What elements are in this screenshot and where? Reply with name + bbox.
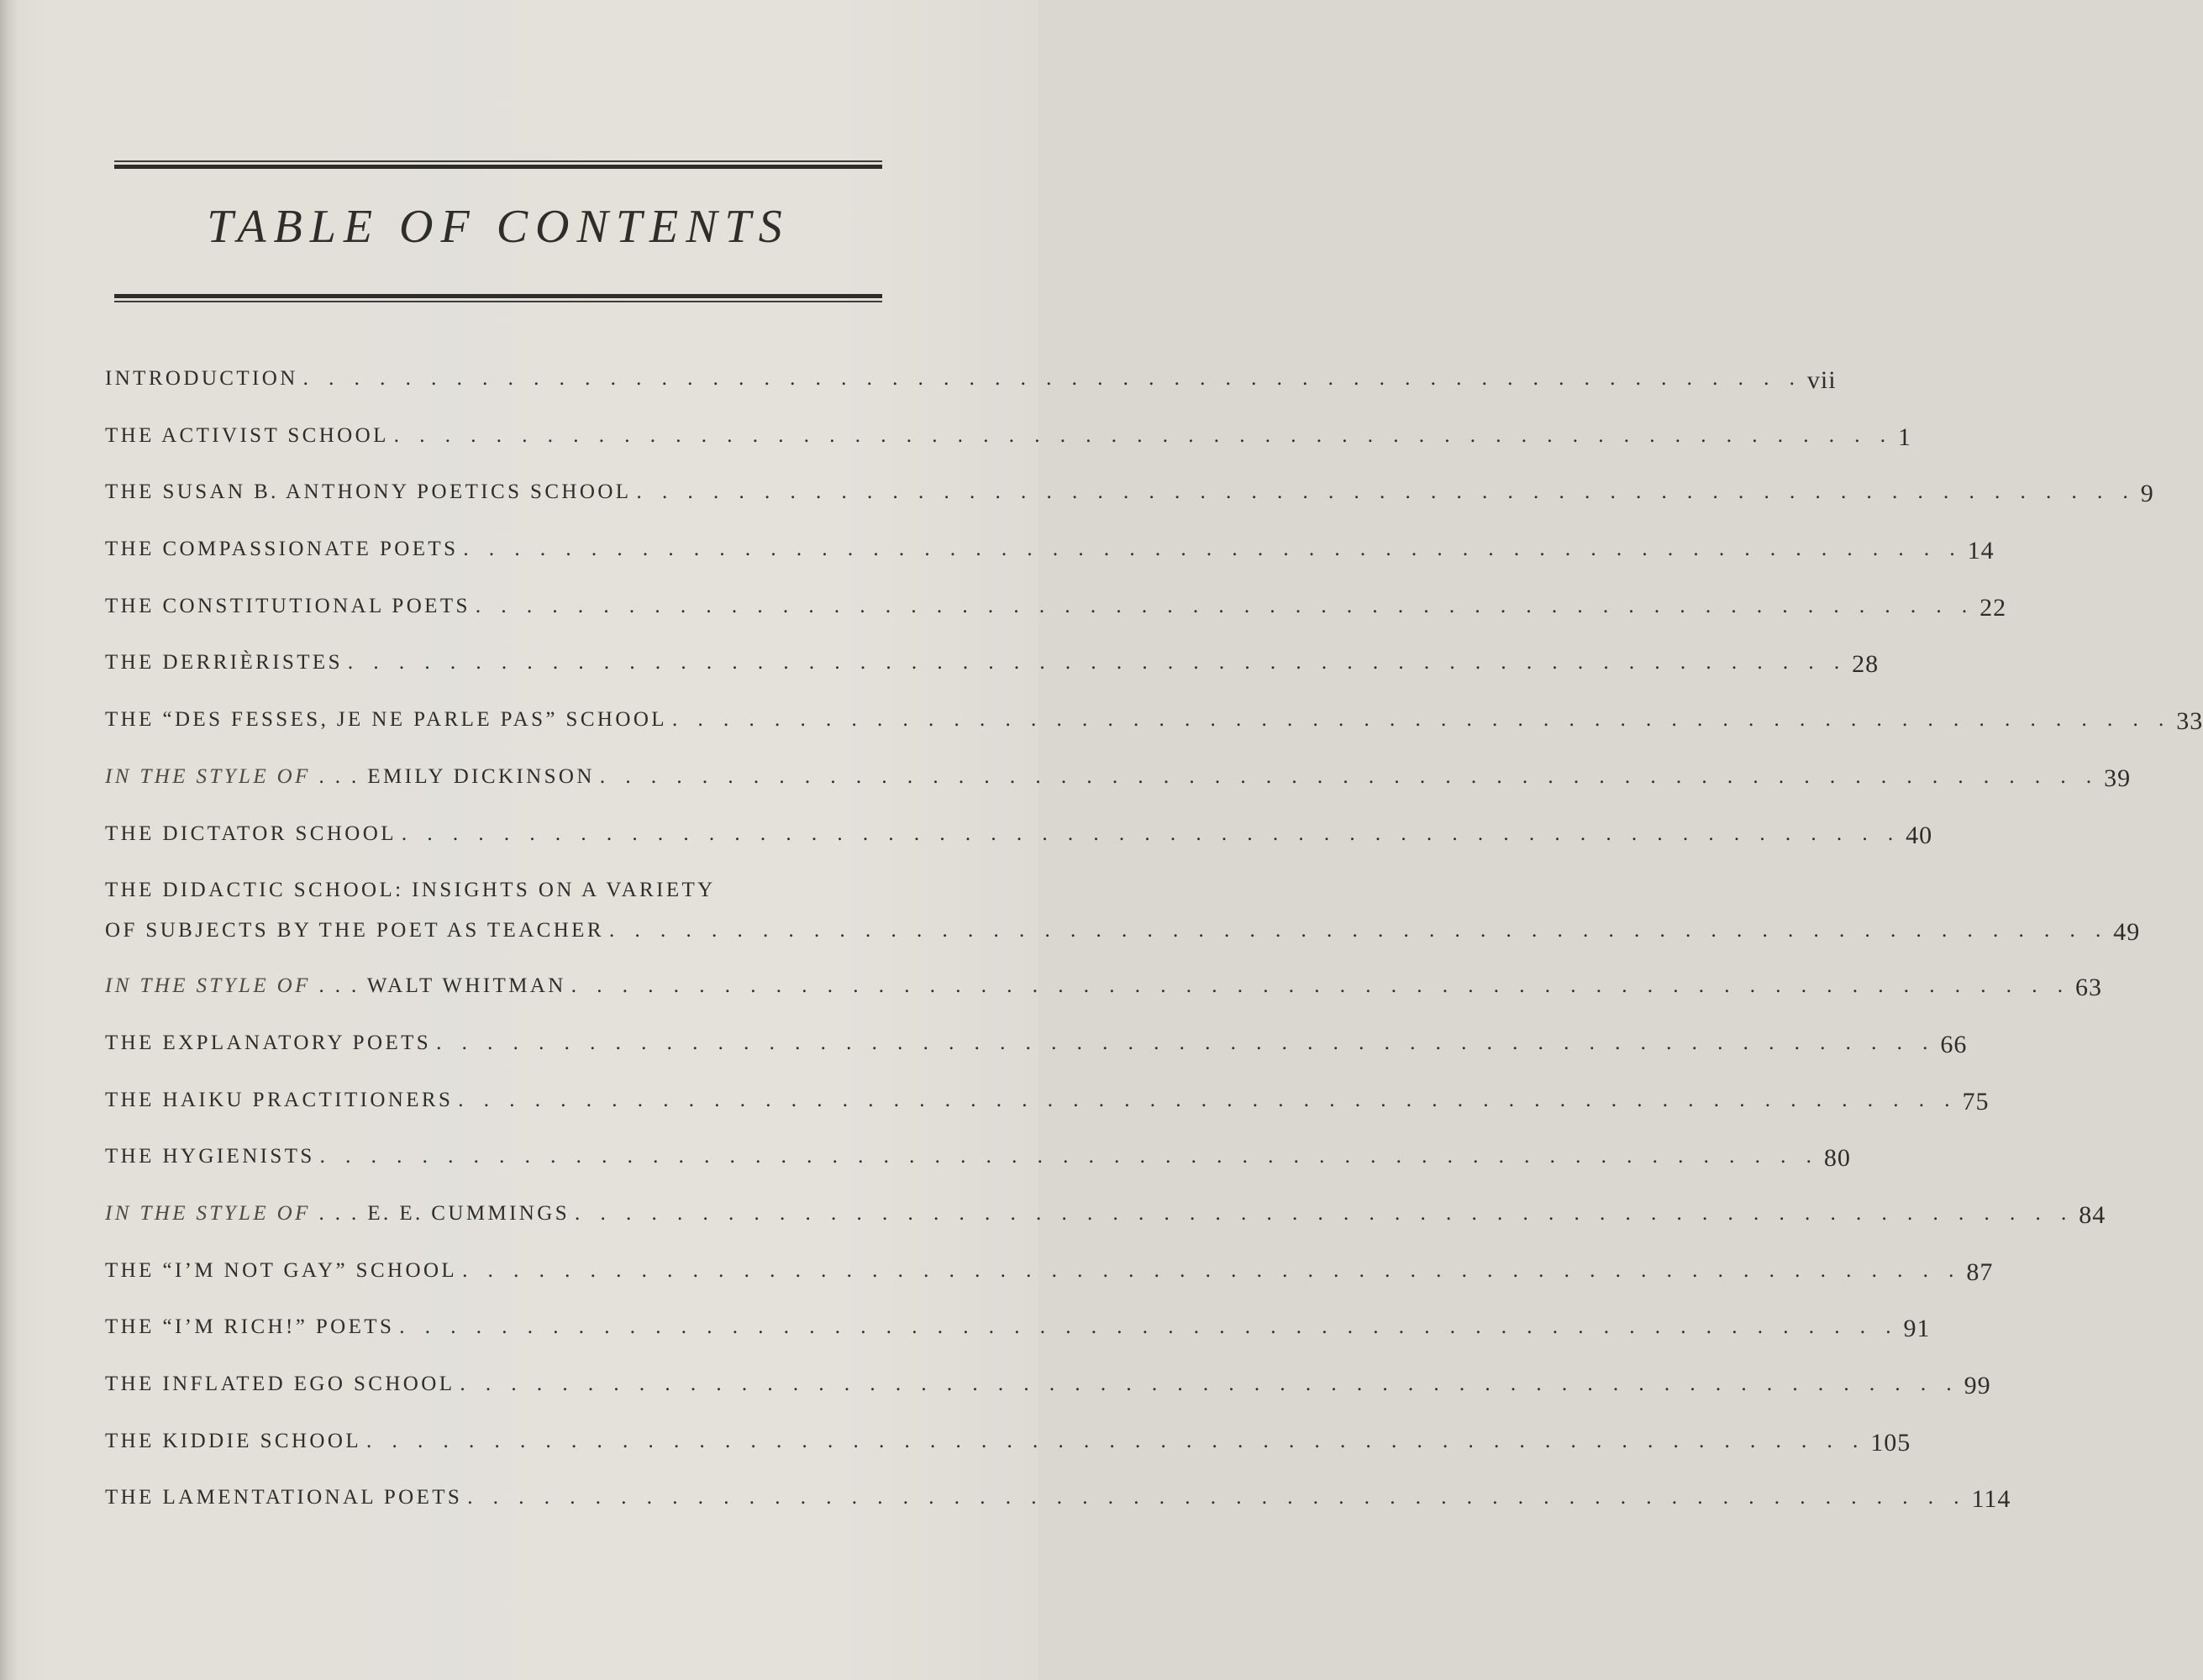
toc-entry-title: THE HYGIENISTS <box>105 1145 315 1168</box>
dot-leader: . . . . . . . . . . . . . . . . . . . . . . . . . . . . . . . . . . . . . . . . . . . . . . . . . . . . . . . . . . . <box>463 538 1963 561</box>
toc-entry-page: 99 <box>1964 1372 1991 1399</box>
toc-entry-page: 22 <box>1980 593 2007 622</box>
toc-entry-title: THE ACTIVIST SCHOOL <box>105 423 389 447</box>
dot-leader: . . . . . . . . . . . . . . . . . . . . . . . . . . . . . . . . . . . . . . . . . . . . . . . . . . . . . . . . . . . <box>475 594 1975 617</box>
toc-entry <box>105 1200 2106 1257</box>
toc-entry <box>105 763 2132 820</box>
dot-leader: . . . . . . . . . . . . . . . . . . . . . . . . . . . . . . . . . . . . . . . . . . . . . . . . . . . . . . . . . . . <box>399 1315 1899 1339</box>
toc-entry-title: THE DICTATOR SCHOOL <box>105 822 397 845</box>
toc-entry-title <box>105 763 595 791</box>
toc-entry-title: THE HAIKU PRACTITIONERS <box>105 1088 454 1111</box>
dot-leader: . . . . . . . . . . . . . . . . . . . . . . . . . . . . . . . . . . . . . . . . . . . . . . . . . . . . . . . . . . . <box>575 1201 2074 1225</box>
toc-entry <box>105 1370 1991 1427</box>
toc-entry-page: 80 <box>1823 1144 1851 1173</box>
toc-entry-page: 75 <box>1962 1087 1990 1116</box>
bottom-double-rule <box>114 294 882 302</box>
toc-entry <box>105 592 2007 649</box>
toc-entry <box>105 422 1912 479</box>
toc-entry-page: 87 <box>1966 1257 1994 1286</box>
dot-leader: . . . . . . . . . . . . . . . . . . . . . . . . . . . . . . . . . . . . . . . . . . . . . . . . . . . . . . . . . . . <box>436 1031 1936 1054</box>
toc-entry <box>105 972 2103 1029</box>
toc-entry-subject: . . . WALT WHITMAN <box>318 974 566 998</box>
dot-leader: . . . . . . . . . . . . . . . . . . . . . . . . . . . . . . . . . . . . . . . . . . . . . . . . . . . . . . . . . . . <box>636 480 2136 504</box>
toc-entry-title: THE “DES FESSES, JE NE PARLE PAS” SCHOOL <box>105 708 667 732</box>
top-double-rule <box>114 160 882 169</box>
toc-entry-title: THE CONSTITUTIONAL POETS <box>105 594 471 617</box>
toc-entry-first-line <box>105 876 878 905</box>
toc-entry-page: 1 <box>1898 423 1912 451</box>
toc-entry <box>105 365 1837 422</box>
dot-leader: . . . . . . . . . . . . . . . . . . . . . . . . . . . . . . . . . . . . . . . . . . . . . . . . . . . . . . . . . . . <box>302 367 1802 390</box>
toc-entry-title: THE COMPASSIONATE POETS <box>105 538 459 561</box>
toc-entry <box>105 1142 1851 1200</box>
toc-entry-page: 14 <box>1967 537 1995 565</box>
dot-leader: . . . . . . . . . . . . . . . . . . . . . . . . . . . . . . . . . . . . . . . . . . . . . . . . . . . . . . . . . . . <box>347 651 1848 675</box>
toc-entry-title: OF SUBJECTS BY THE POET AS TEACHER <box>105 919 604 942</box>
toc-entry-page: vii <box>1806 366 1837 394</box>
dot-leader: . . . . . . . . . . . . . . . . . . . . . . . . . . . . . . . . . . . . . . . . . . . . . . . . . . . . . . . . . . . <box>671 708 2172 732</box>
style-of-prefix: IN THE STYLE OF <box>105 974 311 998</box>
toc-entry <box>105 1029 1968 1086</box>
toc-entry-page: 91 <box>1903 1315 1931 1343</box>
toc-entry-subject: . . . E. E. CUMMINGS <box>318 1201 570 1225</box>
toc-entry-title: THE INFLATED EGO SCHOOL <box>105 1373 455 1395</box>
style-of-prefix: IN THE STYLE OF <box>105 1201 311 1225</box>
toc-entry-title: THE SUSAN B. ANTHONY POETICS SCHOOL <box>105 480 632 504</box>
toc-entry-page: 114 <box>1971 1485 2011 1514</box>
toc-entry-subject: . . . EMILY DICKINSON <box>318 764 595 788</box>
toc-entry-title <box>105 1200 570 1228</box>
toc-entry-page: 28 <box>1852 650 1880 679</box>
toc-entry-page: 66 <box>1940 1030 1968 1058</box>
dot-leader: . . . . . . . . . . . . . . . . . . . . . . . . . . . . . . . . . . . . . . . . . . . . . . . . . . . . . . . . . . . <box>570 974 2071 998</box>
toc-entry-page: 40 <box>1906 821 1933 849</box>
toc-entry <box>105 876 2141 972</box>
dot-leader: . . . . . . . . . . . . . . . . . . . . . . . . . . . . . . . . . . . . . . . . . . . . . . . . . . . . . . . . . . . <box>467 1486 1967 1509</box>
toc-entry-title <box>105 972 566 1000</box>
toc-entry-title: THE KIDDIE SCHOOL <box>105 1429 361 1452</box>
dot-leader: . . . . . . . . . . . . . . . . . . . . . . . . . . . . . . . . . . . . . . . . . . . . . . . . . . . . . . . . . . . <box>393 423 1894 447</box>
style-of-prefix: IN THE STYLE OF <box>105 764 311 788</box>
toc-entry-title: THE EXPLANATORY POETS <box>105 1031 432 1054</box>
toc-entry <box>105 820 1933 877</box>
toc-entry-title-line1: THE DIDACTIC SCHOOL: INSIGHTS ON A VARIETY <box>105 879 716 902</box>
toc-entry-page: 49 <box>2113 918 2141 947</box>
toc-entry <box>105 1483 2011 1541</box>
dot-leader: . . . . . . . . . . . . . . . . . . . . . . . . . . . . . . . . . . . . . . . . . . . . . . . . . . . . . . . . . . . <box>599 764 2100 788</box>
rule-thin-line <box>114 160 882 162</box>
rule-thick-line <box>114 294 882 298</box>
toc-entry-second-line <box>105 916 2141 947</box>
toc-entry-title: THE “I’M RICH!” POETS <box>105 1315 395 1339</box>
toc-entry <box>105 478 2154 535</box>
dot-leader: . . . . . . . . . . . . . . . . . . . . . . . . . . . . . . . . . . . . . . . . . . . . . . . . . . . . . . . . . . . <box>462 1258 1962 1282</box>
dot-leader: . . . . . . . . . . . . . . . . . . . . . . . . . . . . . . . . . . . . . . . . . . . . . . . . . . . . . . . . . . . <box>458 1088 1958 1111</box>
toc-entry-title: THE DERRIÈRISTES <box>105 651 343 675</box>
toc-entry <box>105 535 1995 592</box>
toc-entry <box>105 1313 1931 1370</box>
dot-leader: . . . . . . . . . . . . . . . . . . . . . . . . . . . . . . . . . . . . . . . . . . . . . . . . . . . . . . . . . . . <box>366 1429 1866 1452</box>
toc-entry <box>105 1086 1990 1143</box>
toc-entry-page: 9 <box>2140 480 2154 508</box>
toc-entry-title: INTRODUCTION <box>105 367 298 390</box>
dot-leader: . . . . . . . . . . . . . . . . . . . . . . . . . . . . . . . . . . . . . . . . . . . . . . . . . . . . . . . . . . . <box>608 919 2109 942</box>
toc-entry <box>105 1427 1911 1484</box>
dot-leader: . . . . . . . . . . . . . . . . . . . . . . . . . . . . . . . . . . . . . . . . . . . . . . . . . . . . . . . . . . . <box>319 1145 1819 1168</box>
dot-leader: . . . . . . . . . . . . . . . . . . . . . . . . . . . . . . . . . . . . . . . . . . . . . . . . . . . . . . . . . . . <box>460 1373 1959 1395</box>
toc-entry-page: 39 <box>2104 764 2132 792</box>
toc-entry <box>105 706 2203 763</box>
rule-thin-line <box>114 301 882 302</box>
toc-entry-page: 63 <box>2075 974 2103 1002</box>
table-of-contents <box>105 365 2203 1541</box>
toc-entry-page: 84 <box>2079 1200 2106 1229</box>
toc-entry <box>105 648 1880 706</box>
toc-entry <box>105 1257 1994 1314</box>
dot-leader: . . . . . . . . . . . . . . . . . . . . . . . . . . . . . . . . . . . . . . . . . . . . . . . . . . . . . . . . . . . <box>401 822 1901 845</box>
rule-thick-line <box>114 165 882 169</box>
toc-entry-page: 105 <box>1870 1428 1911 1457</box>
toc-entry-page: 33 <box>2176 707 2203 736</box>
toc-entry-title: THE “I’M NOT GAY” SCHOOL <box>105 1258 458 1282</box>
toc-entry-title: THE LAMENTATIONAL POETS <box>105 1486 463 1509</box>
page-title: TABLE OF CONTENTS <box>207 201 790 253</box>
